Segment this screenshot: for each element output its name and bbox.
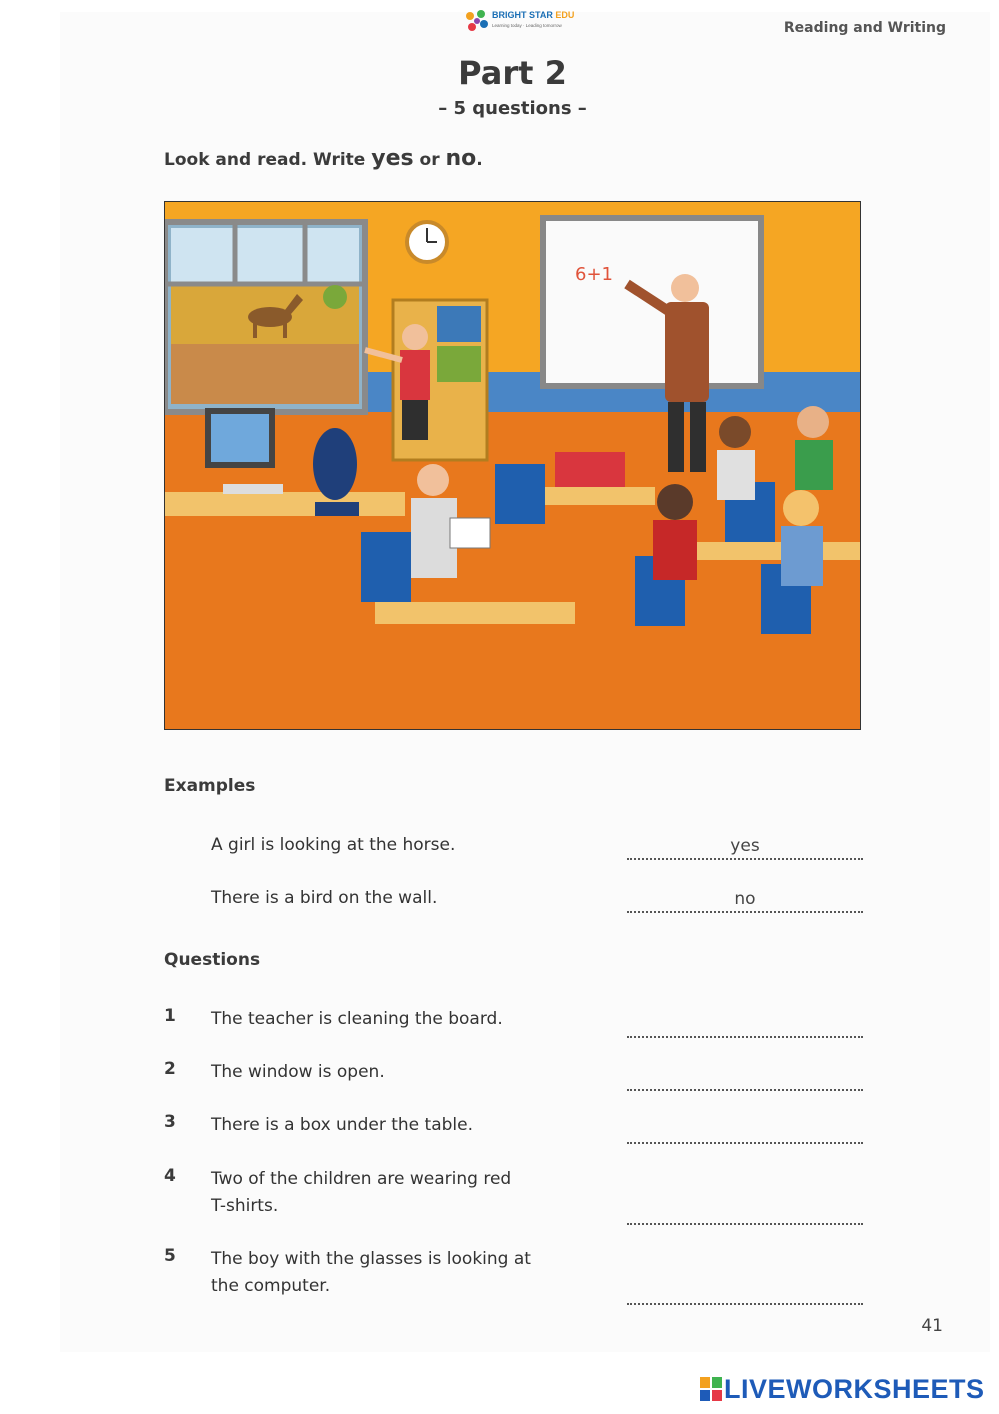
liveworksheets-badge-icon	[700, 1377, 722, 1401]
liveworksheets-logo[interactable]	[700, 1374, 987, 1404]
question-number: 1	[164, 1006, 176, 1026]
page-number: 41	[921, 1316, 943, 1336]
answer-field-1[interactable]	[627, 1018, 863, 1038]
examples-heading: Examples	[164, 776, 256, 796]
computer-desk	[165, 492, 405, 516]
word-no: no	[445, 146, 477, 171]
question-text: Two of the children are wearing red T-shirts.	[211, 1169, 512, 1216]
example-answer: yes	[627, 840, 863, 860]
question-row-1	[164, 1006, 864, 1036]
answer-input-1[interactable]	[627, 1018, 863, 1038]
question-text: The boy with the glasses is looking at the computer.	[211, 1249, 531, 1296]
question-row-2	[164, 1059, 864, 1089]
classroom-illustration	[164, 201, 861, 730]
part-title: Part 2	[458, 54, 567, 92]
star-logo-icon	[462, 8, 490, 34]
question-row-5	[164, 1246, 864, 1296]
office-chair	[313, 428, 357, 500]
answer-input-5[interactable]	[627, 1285, 863, 1305]
question-row-3	[164, 1112, 864, 1142]
answer-field-2[interactable]	[627, 1071, 863, 1091]
liveworksheets-wordmark: LIVEWORKSHEETS	[724, 1374, 985, 1404]
question-text: The window is open.	[211, 1062, 385, 1082]
example-text: There is a bird on the wall.	[211, 888, 438, 908]
question-number: 5	[164, 1246, 176, 1266]
example-answer: no	[627, 893, 863, 913]
answer-field-4[interactable]	[627, 1205, 863, 1225]
question-number: 2	[164, 1059, 176, 1079]
window-wall	[171, 344, 359, 404]
question-row-4	[164, 1166, 864, 1216]
example-text: A girl is looking at the horse.	[211, 835, 456, 855]
section-label: Reading and Writing	[783, 20, 946, 36]
logo-tagline: Learning today · Leading tomorrow	[492, 23, 562, 28]
question-text: There is a box under the table.	[211, 1115, 473, 1135]
questions-heading: Questions	[164, 950, 261, 970]
question-number: 3	[164, 1112, 176, 1132]
instruction: Look and read. Write yes or no.	[164, 146, 483, 171]
board-sum: 6+1	[575, 264, 613, 285]
answer-input-3[interactable]	[627, 1124, 863, 1144]
example-row	[164, 885, 864, 915]
logo-brand-text: BRIGHT STAR EDU	[492, 10, 575, 20]
question-number: 4	[164, 1166, 176, 1186]
example-row	[164, 832, 864, 862]
part-subtitle: – 5 questions –	[438, 98, 587, 119]
tree	[323, 285, 347, 309]
answer-input-2[interactable]	[627, 1071, 863, 1091]
front-table	[375, 602, 575, 624]
window-sky	[171, 228, 359, 284]
answer-field-5[interactable]	[627, 1285, 863, 1305]
bright-star-logo	[462, 6, 575, 36]
question-text: The teacher is cleaning the board.	[211, 1009, 503, 1029]
answer-input-4[interactable]	[627, 1205, 863, 1225]
answer-field-3[interactable]	[627, 1124, 863, 1144]
word-yes: yes	[371, 146, 414, 171]
right-table	[685, 542, 861, 560]
classroom-scene	[165, 202, 861, 730]
